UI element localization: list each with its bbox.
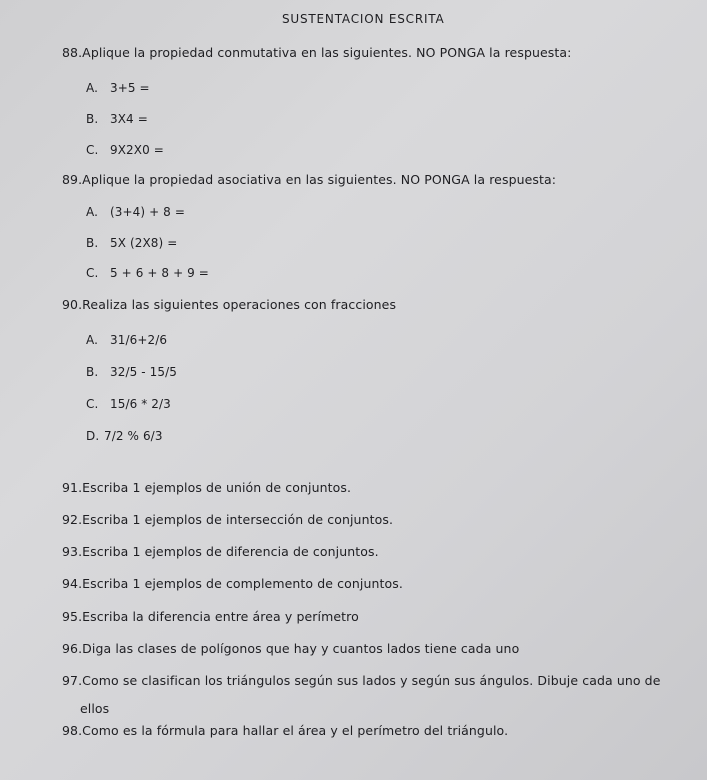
question-93: 93.Escriba 1 ejemplos de diferencia de conjuntos. xyxy=(62,544,379,559)
q90-option-a xyxy=(86,333,167,347)
q90-option-b xyxy=(86,365,177,379)
question-94: 94.Escriba 1 ejemplos de complemento de conjuntos. xyxy=(62,576,403,591)
option-expression: 9X2X0 = xyxy=(110,143,164,157)
option-letter: A. xyxy=(86,333,99,347)
option-letter: B. xyxy=(86,112,99,126)
option-letter: C. xyxy=(86,266,99,280)
option-expression: 15/6 * 2/3 xyxy=(110,397,171,411)
option-expression: 7/2 % 6/3 xyxy=(104,429,163,443)
question-92: 92.Escriba 1 ejemplos de intersección de conjuntos. xyxy=(62,512,394,527)
option-expression: 5 + 6 + 8 + 9 = xyxy=(110,266,209,280)
question-89: 89.Aplique la propiedad asociativa en las siguientes. NO PONGA la respuesta: xyxy=(62,172,557,187)
option-letter: C. xyxy=(86,143,99,157)
question-97-line-1: 97.Como se clasifican los triángulos según sus lados y según sus ángulos. Dibuje cada uno de xyxy=(62,673,661,688)
question-96: 96.Diga las clases de polígonos que hay y cuantos lados tiene cada uno xyxy=(62,641,520,656)
question-98: 98.Como es la fórmula para hallar el área y el perímetro del triángulo. xyxy=(62,723,509,738)
option-letter: C. xyxy=(86,397,99,411)
q88-option-b xyxy=(86,112,148,126)
q88-option-c xyxy=(86,143,164,157)
q90-option-c xyxy=(86,397,171,411)
option-letter: A. xyxy=(86,205,99,219)
page-title: SUSTENTACION ESCRITA xyxy=(282,12,445,26)
option-letter: B. xyxy=(86,236,99,250)
option-expression: (3+4) + 8 = xyxy=(110,205,185,219)
option-expression: 31/6+2/6 xyxy=(110,333,168,347)
question-91: 91.Escriba 1 ejemplos de unión de conjuntos. xyxy=(62,480,352,495)
question-90: 90.Realiza las siguientes operaciones con fracciones xyxy=(62,297,397,312)
q88-option-a xyxy=(86,81,150,95)
q89-option-b xyxy=(86,236,177,250)
q89-option-c xyxy=(86,266,209,280)
q90-option-d xyxy=(86,429,163,443)
option-letter: B. xyxy=(86,365,99,379)
option-expression: 3X4 = xyxy=(110,112,148,126)
option-letter: D. xyxy=(86,429,100,443)
question-95: 95.Escriba la diferencia entre área y perímetro xyxy=(62,609,359,624)
option-letter: A. xyxy=(86,81,99,95)
option-expression: 32/5 - 15/5 xyxy=(110,365,177,379)
question-88: 88.Aplique la propiedad conmutativa en las siguientes. NO PONGA la respuesta: xyxy=(62,45,572,60)
question-97-line-2: ellos xyxy=(80,701,110,716)
q89-option-a xyxy=(86,205,185,219)
option-expression: 5X (2X8) = xyxy=(110,236,178,250)
option-expression: 3+5 = xyxy=(110,81,150,95)
